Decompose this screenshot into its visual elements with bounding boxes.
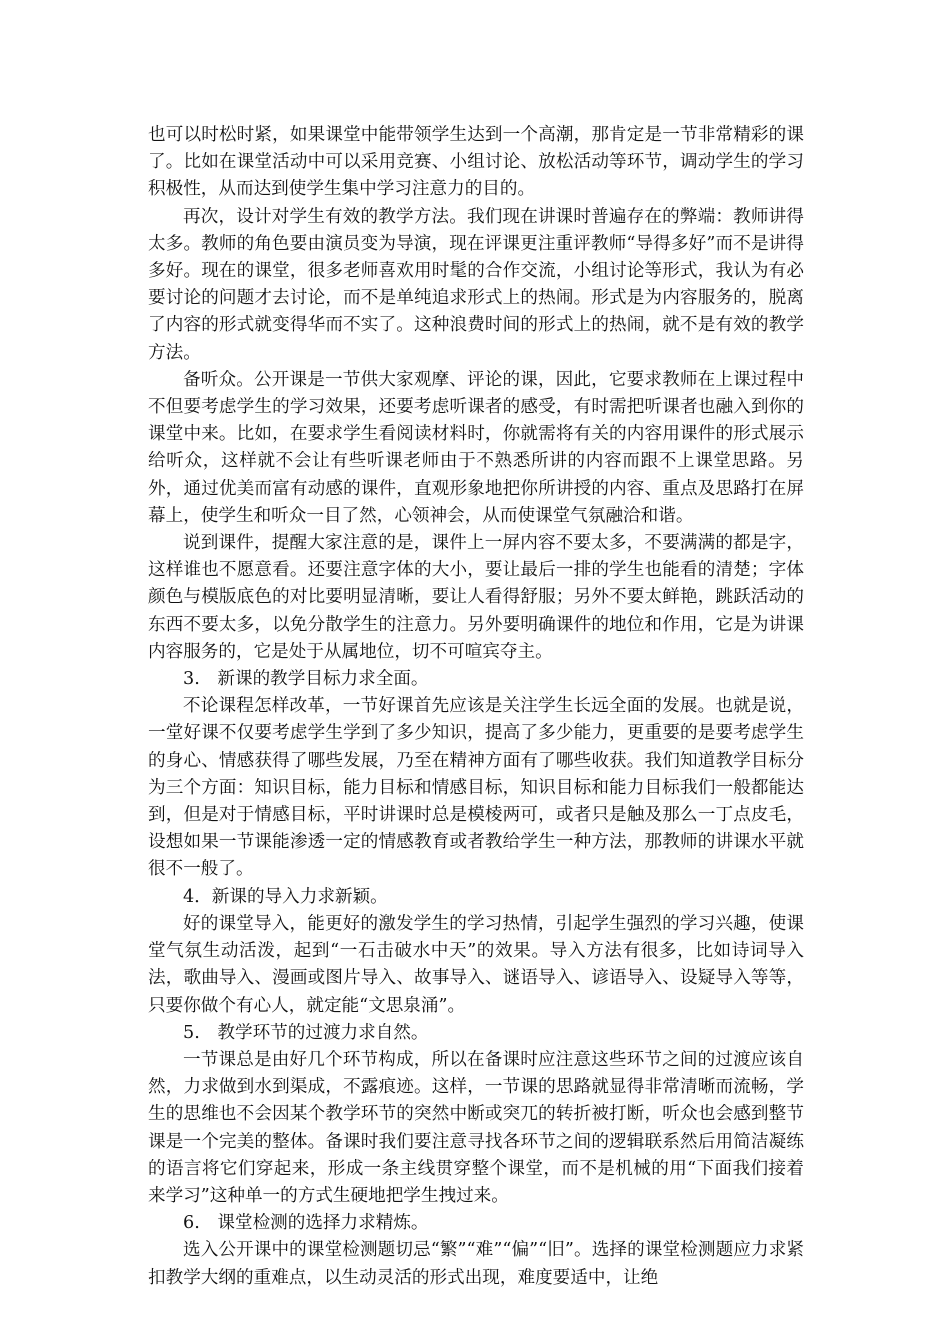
paragraph-7: 一节课总是由好几个环节构成，所以在备课时应注意这些环节之间的过渡应该自然，力求做到水到渠成，不露痕迹。这样，一节课的思路就显得非常清晰而流畅，学生的思维也不会因某个教学环节的突然中断或突兀的转折被打断，听众也会感到整节课是一个完美的整体。备课时我们要注意寻找各环节之间的逻辑联系然后用简洁凝练的语言将它们穿起来，形成一条主线贯穿整个课堂，而不是机械的用“下面我们接着来学习”这种单一的方式生硬地把学生拽过来。 [148, 1049, 804, 1206]
paragraph-3: 备听众。公开课是一节供大家观摩、评论的课，因此，它要求教师在上课过程中不但要考虑学生的学习效果，还要考虑听课者的感受，有时需把听课者也融入到你的课堂中来。比如，在要求学生看阅读材料时，你就需将有关的内容用课件的形式展示给听众，这样就不会让有些听课老师由于不熟悉所讲的内容而跟不上课堂思路。另外，通过优美而富有动感的课件，直观形象地把你所讲授的内容、重点及思路打在屏幕上，使学生和听众一目了然，心领神会，从而使课堂气氛融洽和谐。 [148, 369, 804, 526]
paragraph-4: 说到课件，提醒大家注意的是，课件上一屏内容不要太多，不要满满的都是字，这样谁也不愿意看。还要注意字体的大小，要让最后一排的学生也能看的清楚；字体颜色与模版底色的对比要明显清晰，要让人看得舒服；另外不要太鲜艳，跳跃活动的东西不要太多，以免分散学生的注意力。另外要明确课件的地位和作用，它是为讲课内容服务的，它是处于从属地位，切不可喧宾夺主。 [148, 533, 804, 662]
paragraph-5: 不论课程怎样改革，一节好课首先应该是关注学生长远全面的发展。也就是说，一堂好课不仅要考虑学生学到了多少知识，提高了多少能力，更重要的是要考虑学生的身心、情感获得了哪些发展，乃至在精神方面有了哪些收获。我们知道教学目标分为三个方面：知识目标，能力目标和情感目标，知识目标和能力目标我们一般都能达到，但是对于情感目标，平时讲课时总是模棱两可，或者只是触及那么一丁点皮毛，设想如果一节课能渗透一定的情感教育或者教给学生一种方法，那教师的讲课水平就很不一般了。 [148, 696, 804, 880]
document-page [148, 122, 804, 1292]
paragraph-2: 再次，设计对学生有效的教学方法。我们现在讲课时普遍存在的弊端：教师讲得太多。教师的角色要由演员变为导演，现在评课更注重评教师“导得多好”而不是讲得多好。现在的课堂，很多老师喜欢用时髦的合作交流，小组讨论等形式，我认为有必要讨论的问题才去讨论，而不是单纯追求形式上的热闹。形式是为内容服务的，脱离了内容的形式就变得华而不实了。这种浪费时间的形式上的热闹，就不是有效的教学方法。 [148, 206, 804, 363]
paragraph-8: 选入公开课中的课堂检测题切忌“繁”“难”“偏”“旧”。选择的课堂检测题应力求紧扣教学大纲的重难点，以生动灵活的形式出现，难度要适中，让绝 [148, 1240, 804, 1288]
paragraph-6: 好的课堂导入，能更好的激发学生的学习热情，引起学生强烈的学习兴趣，使课堂气氛生动活泼，起到“一石击破水中天”的效果。导入方法有很多，比如诗词导入法，歌曲导入、漫画或图片导入、故事导入、谜语导入、谚语导入、设疑导入等等，只要你做个有心人，就定能“文思泉涌”。 [148, 913, 804, 1016]
section-heading-5: 5. 教学环节的过渡力求自然。 [183, 1022, 429, 1043]
section-heading-4: 4．新课的导入力求新颖。 [183, 886, 388, 907]
section-heading-3: 3. 新课的教学目标力求全面。 [183, 669, 429, 690]
section-heading-6: 6. 课堂检测的选择力求精炼。 [183, 1213, 429, 1234]
paragraph-1: 也可以时松时紧，如果课堂中能带领学生达到一个高潮，那肯定是一节非常精彩的课了。比如在课堂活动中可以采用竞赛、小组讨论、放松活动等环节，调动学生的学习积极性，从而达到使学生集中学习注意力的目的。 [148, 125, 804, 200]
